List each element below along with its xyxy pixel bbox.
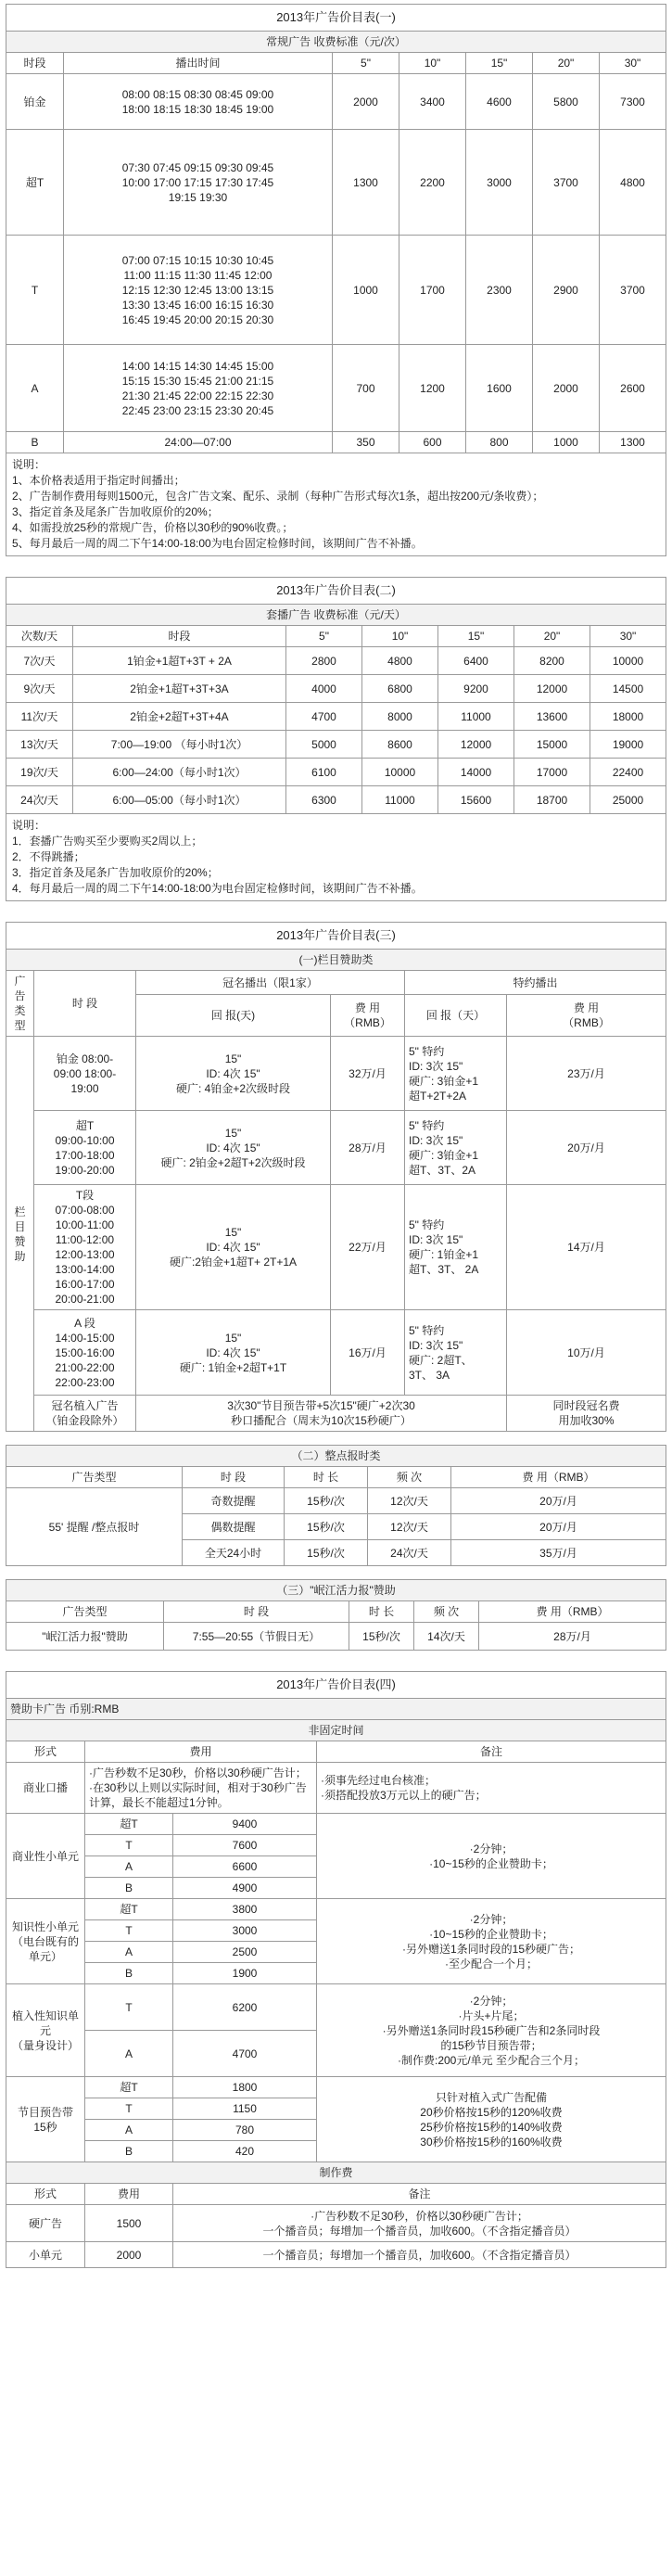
rate-table-3 bbox=[6, 922, 666, 1432]
price-cell: 5000 bbox=[286, 731, 362, 759]
fee-cell: 6200 bbox=[173, 1984, 317, 2031]
price-cell: 1300 bbox=[600, 432, 666, 453]
fee-cell: 7600 bbox=[173, 1835, 317, 1856]
price-cell: 9200 bbox=[438, 675, 514, 703]
frequency-cell: 24次/天 bbox=[368, 1540, 451, 1566]
price-cell: 17000 bbox=[514, 759, 590, 786]
form-cell: 商业性小单元 bbox=[6, 1814, 85, 1899]
slot-cell: 超T bbox=[85, 2077, 173, 2098]
table-row bbox=[6, 1899, 666, 1920]
price-cell: 1200 bbox=[399, 345, 466, 432]
price-cell: 1000 bbox=[333, 236, 399, 345]
named-cell: 15" ID: 4次 15" 硬广:2铂金+1超T+ 2T+1A bbox=[136, 1185, 331, 1310]
table-row bbox=[6, 1310, 666, 1396]
slot-cell: A bbox=[6, 345, 64, 432]
column-header: 广告类型 bbox=[6, 1467, 183, 1488]
table-row bbox=[6, 432, 666, 453]
price-cell: 6100 bbox=[286, 759, 362, 786]
named-sponsor-header: 冠名播出（限1家） bbox=[136, 971, 405, 995]
fee-cell: 4900 bbox=[173, 1878, 317, 1899]
slot-cell: 6:00—24:00（每小时1次） bbox=[73, 759, 286, 786]
slot-cell: 2铂金+1超T+3T+3A bbox=[73, 675, 286, 703]
slot-cell: B bbox=[85, 1878, 173, 1899]
fee-cell: 3000 bbox=[173, 1920, 317, 1942]
note-line: 2、广告制作费用每则1500元，包含广告文案、配乐、录制（每种广告形式每次1条，超出按200元/条收费）； bbox=[12, 490, 544, 503]
notes-block bbox=[6, 814, 666, 901]
table-title: 2013年广告价目表(一) bbox=[6, 5, 666, 32]
table-row bbox=[6, 1185, 666, 1310]
count-cell: 13次/天 bbox=[6, 731, 73, 759]
slot-cell: 超T bbox=[85, 1814, 173, 1835]
table-row bbox=[6, 2205, 666, 2242]
column-header: 频 次 bbox=[368, 1467, 451, 1488]
section-title: (一)栏目赞助类 bbox=[6, 950, 666, 971]
price-cell: 3400 bbox=[399, 74, 466, 130]
price-cell: 18700 bbox=[514, 786, 590, 814]
slot-cell: A bbox=[85, 2120, 173, 2141]
sponsorship-table bbox=[6, 1579, 666, 1651]
column-header: 费用 bbox=[85, 2184, 173, 2205]
table-row bbox=[6, 786, 666, 814]
fee-cell: 20万/月 bbox=[451, 1488, 666, 1514]
price-cell: 700 bbox=[333, 345, 399, 432]
table-title: 2013年广告价目表(四) bbox=[6, 1672, 666, 1699]
slot-cell: A bbox=[85, 2031, 173, 2077]
count-cell: 9次/天 bbox=[6, 675, 73, 703]
price-cell: 1300 bbox=[333, 130, 399, 236]
slot-cell: 全天24小时 bbox=[183, 1540, 285, 1566]
fee-cell: 10万/月 bbox=[507, 1310, 666, 1396]
length-cell: 15秒/次 bbox=[285, 1540, 368, 1566]
table-row bbox=[6, 1623, 666, 1651]
column-header: 时段 bbox=[73, 626, 286, 647]
count-cell: 19次/天 bbox=[6, 759, 73, 786]
count-cell: 24次/天 bbox=[6, 786, 73, 814]
slot-cell: 铂金 08:00- 09:00 18:00- 19:00 bbox=[34, 1037, 136, 1111]
fee-cell: 16万/月 bbox=[331, 1310, 405, 1396]
column-header: 20" bbox=[514, 626, 590, 647]
fee-cell: 同时段冠名费 用加收30% bbox=[507, 1396, 666, 1432]
note-line: 1、本价格表适用于指定时间播出； bbox=[12, 474, 185, 487]
price-cell: 12000 bbox=[514, 675, 590, 703]
slot-cell: 奇数提醒 bbox=[183, 1488, 285, 1514]
count-cell: 7次/天 bbox=[6, 647, 73, 675]
price-cell: 7300 bbox=[600, 74, 666, 130]
table-row bbox=[6, 1984, 666, 2031]
table-row bbox=[6, 731, 666, 759]
fee-cell: 2500 bbox=[173, 1942, 317, 1963]
column-header: 时 长 bbox=[285, 1467, 368, 1488]
price-cell: 4800 bbox=[362, 647, 438, 675]
times-cell: 14:00 14:15 14:30 14:45 15:00 15:15 15:30 15:45 21:00 21:15 21:30 21:45 22:00 22:15 22:30 22:45 23:00 23:15 23:30 20:45 bbox=[64, 345, 333, 432]
type-cell: "岷江活力报"赞助 bbox=[6, 1623, 164, 1651]
slot-cell: A bbox=[85, 1856, 173, 1878]
fee-cell: 4700 bbox=[173, 2031, 317, 2077]
price-cell: 19000 bbox=[590, 731, 666, 759]
price-cell: 4600 bbox=[466, 74, 533, 130]
note-line: 说明： bbox=[12, 458, 46, 471]
length-cell: 15秒/次 bbox=[349, 1623, 414, 1651]
table-row bbox=[6, 647, 666, 675]
column-header: 广告类型 bbox=[6, 1601, 164, 1623]
fee-cell: 3800 bbox=[173, 1899, 317, 1920]
fee-cell: ·广告秒数不足30秒，价格以30秒硬广告计； ·在30秒以上则以实际时间，相对于30秒广告计算，最长不能超过1分钟。 bbox=[85, 1763, 317, 1814]
frequency-cell: 12次/天 bbox=[368, 1488, 451, 1514]
column-header: 费 用（RMB） bbox=[479, 1601, 666, 1623]
special-cell: 5" 特约 ID: 3次 15" 硬广: 3铂金+1 超T+2T+2A bbox=[405, 1037, 507, 1111]
table-row bbox=[6, 1037, 666, 1111]
price-cell: 1000 bbox=[533, 432, 600, 453]
column-header: 10" bbox=[362, 626, 438, 647]
column-header: 费 用（RMB） bbox=[451, 1467, 666, 1488]
fee-cell: 28万/月 bbox=[479, 1623, 666, 1651]
airing-header: 回 报(天) bbox=[136, 995, 331, 1037]
note-cell: ·须事先经过电台核准； ·须搭配投放3万元以上的硬广告； bbox=[317, 1763, 666, 1814]
table-subtitle: 套播广告 收费标准（元/天） bbox=[6, 605, 666, 626]
fee-cell: 1800 bbox=[173, 2077, 317, 2098]
rate-table-4 bbox=[6, 1671, 666, 2268]
slot-cell: 超T bbox=[85, 1899, 173, 1920]
slot-cell: 偶数提醒 bbox=[183, 1514, 285, 1540]
note-line: 3．指定首条及尾条广告加收原价的20%； bbox=[12, 866, 219, 879]
note-line: 4、如需投放25秒的常规广告，价格以30秒的90%收费。； bbox=[12, 521, 294, 534]
table-row bbox=[6, 1763, 666, 1814]
price-cell: 2300 bbox=[466, 236, 533, 345]
note-line: 1．套播广告购买至少要购买2周以上； bbox=[12, 835, 203, 848]
fee-cell: 9400 bbox=[173, 1814, 317, 1835]
column-header: 备注 bbox=[173, 2184, 666, 2205]
fee-cell: 22万/月 bbox=[331, 1185, 405, 1310]
table-row bbox=[6, 703, 666, 731]
note-cell: 一个播音员；每增加一个播音员，加收600。（不含指定播音员） bbox=[173, 2242, 666, 2268]
price-cell: 3000 bbox=[466, 130, 533, 236]
price-cell: 1600 bbox=[466, 345, 533, 432]
column-header: 20" bbox=[533, 53, 600, 74]
note-cell: ·2分钟； ·10~15秒的企业赞助卡； bbox=[317, 1814, 666, 1899]
price-cell: 8000 bbox=[362, 703, 438, 731]
price-cell: 11000 bbox=[438, 703, 514, 731]
table-row bbox=[6, 130, 666, 236]
form-cell: 硬广告 bbox=[6, 2205, 85, 2242]
slot-cell: T bbox=[85, 2098, 173, 2120]
section-title: 制作费 bbox=[6, 2162, 666, 2184]
column-header: 5" bbox=[333, 53, 399, 74]
fee-cell: 28万/月 bbox=[331, 1111, 405, 1185]
form-cell: 商业口播 bbox=[6, 1763, 85, 1814]
slot-cell: T段 07:00-08:00 10:00-11:00 11:00-12:00 12:00-13:00 13:00-14:00 16:00-17:00 20:00-21:00 bbox=[34, 1185, 136, 1310]
slot-cell: 冠名植入广告 （铂金段除外） bbox=[34, 1396, 136, 1432]
slot-cell: A 段 14:00-15:00 15:00-16:00 21:00-22:00 22:00-23:00 bbox=[34, 1310, 136, 1396]
price-cell: 22400 bbox=[590, 759, 666, 786]
note-line: 4．每月最后一周的周二下午14:00-18:00为电台固定检修时间，该期间广告不补播。 bbox=[12, 882, 423, 895]
fee-cell: 32万/月 bbox=[331, 1037, 405, 1111]
slot-cell: B bbox=[85, 2141, 173, 2162]
frequency-cell: 12次/天 bbox=[368, 1514, 451, 1540]
price-cell: 11000 bbox=[362, 786, 438, 814]
category-cell: 栏 目 赞 助 bbox=[6, 1037, 34, 1432]
table-row bbox=[6, 1814, 666, 1835]
table-title: 2013年广告价目表(三) bbox=[6, 923, 666, 950]
table-row bbox=[6, 2242, 666, 2268]
slot-cell: 超T 09:00-10:00 17:00-18:00 19:00-20:00 bbox=[34, 1111, 136, 1185]
column-header: 时 段 bbox=[183, 1467, 285, 1488]
times-cell: 24:00—07:00 bbox=[64, 432, 333, 453]
fee-header: 费 用 （RMB） bbox=[507, 995, 666, 1037]
slot-cell: T bbox=[85, 1835, 173, 1856]
column-header: 15" bbox=[466, 53, 533, 74]
column-header: 频 次 bbox=[414, 1601, 479, 1623]
price-cell: 14000 bbox=[438, 759, 514, 786]
length-cell: 15秒/次 bbox=[285, 1488, 368, 1514]
named-cell: 15" ID: 4次 15" 硬广: 2铂金+2超T+2次级时段 bbox=[136, 1111, 331, 1185]
table-row bbox=[6, 759, 666, 786]
fee-cell: 1150 bbox=[173, 2098, 317, 2120]
rate-table-1 bbox=[6, 4, 666, 453]
price-cell: 6400 bbox=[438, 647, 514, 675]
slot-cell: 2铂金+2超T+3T+4A bbox=[73, 703, 286, 731]
column-header: 30" bbox=[590, 626, 666, 647]
column-header: 30" bbox=[600, 53, 666, 74]
form-cell: 知识性小单元 （电台既有的 单元） bbox=[6, 1899, 85, 1984]
note-line: 3、指定首条及尾条广告加收原价的20%； bbox=[12, 505, 219, 518]
price-cell: 800 bbox=[466, 432, 533, 453]
slot-cell: B bbox=[85, 1963, 173, 1984]
column-header: 次数/天 bbox=[6, 626, 73, 647]
fee-cell: 35万/月 bbox=[451, 1540, 666, 1566]
price-cell: 25000 bbox=[590, 786, 666, 814]
fee-cell: 1500 bbox=[85, 2205, 173, 2242]
form-cell: 小单元 bbox=[6, 2242, 85, 2268]
named-cell: 15" ID: 4次 15" 硬广: 1铂金+2超T+1T bbox=[136, 1310, 331, 1396]
special-cell: 5" 特约 ID: 3次 15" 硬广: 1铂金+1 超T、3T、 2A bbox=[405, 1185, 507, 1310]
price-cell: 2000 bbox=[333, 74, 399, 130]
price-cell: 8200 bbox=[514, 647, 590, 675]
table-row bbox=[6, 345, 666, 432]
note-cell: 只针对植入式广告配備 20秒价格按15秒的120%收费 25秒价格按15秒的140%收费 30秒价格按15秒的160%收费 bbox=[317, 2077, 666, 2162]
slot-cell: 7:00—19:00 （每小时1次） bbox=[73, 731, 286, 759]
slot-cell: 7:55—20:55（节假日无） bbox=[164, 1623, 349, 1651]
price-cell: 4700 bbox=[286, 703, 362, 731]
table-row bbox=[6, 1488, 666, 1514]
ad-type-header: 广 告 类 型 bbox=[6, 971, 34, 1037]
slot-cell: 超T bbox=[6, 130, 64, 236]
table-subtitle: 常规广告 收费标准（元/次） bbox=[6, 32, 666, 53]
price-cell: 10000 bbox=[362, 759, 438, 786]
price-cell: 2000 bbox=[533, 345, 600, 432]
fee-cell: 20万/月 bbox=[451, 1514, 666, 1540]
fee-cell: 20万/月 bbox=[507, 1111, 666, 1185]
form-cell: 植入性知识单 元 （量身设计） bbox=[6, 1984, 85, 2077]
price-cell: 15000 bbox=[514, 731, 590, 759]
fee-cell: 1900 bbox=[173, 1963, 317, 1984]
column-header: 5" bbox=[286, 626, 362, 647]
hourly-chime-table bbox=[6, 1445, 666, 1566]
slot-cell: 铂金 bbox=[6, 74, 64, 130]
fee-cell: 420 bbox=[173, 2141, 317, 2162]
column-header: 费用 bbox=[85, 1741, 317, 1763]
price-cell: 3700 bbox=[533, 130, 600, 236]
price-cell: 2200 bbox=[399, 130, 466, 236]
price-cell: 8600 bbox=[362, 731, 438, 759]
table-title: 2013年广告价目表(二) bbox=[6, 578, 666, 605]
price-cell: 3700 bbox=[600, 236, 666, 345]
airing-header: 回 报（天） bbox=[405, 995, 507, 1037]
slot-cell: 6:00—05:00（每小时1次） bbox=[73, 786, 286, 814]
length-cell: 15秒/次 bbox=[285, 1514, 368, 1540]
times-cell: 07:00 07:15 10:15 10:30 10:45 11:00 11:15 11:30 11:45 12:00 12:15 12:30 12:45 13:00 13:15 13:30 13:45 16:00 16:15 16:30 16:45 19:45 20:00 20:15 20:30 bbox=[64, 236, 333, 345]
price-cell: 6800 bbox=[362, 675, 438, 703]
slot-cell: T bbox=[85, 1984, 173, 2031]
special-cell: 5" 特约 ID: 3次 15" 硬广: 3铂金+1 超T、3T、2A bbox=[405, 1111, 507, 1185]
note-line: 5、每月最后一周的周二下午14:00-18:00为电台固定检修时间，该期间广告不补播。 bbox=[12, 537, 423, 550]
column-header: 时 长 bbox=[349, 1601, 414, 1623]
section-title: （二）整点报时类 bbox=[6, 1446, 666, 1467]
note-line: 说明： bbox=[12, 819, 46, 832]
frequency-cell: 14次/天 bbox=[414, 1623, 479, 1651]
slot-cell: T bbox=[85, 1920, 173, 1942]
column-header: 形式 bbox=[6, 1741, 85, 1763]
column-header: 备注 bbox=[317, 1741, 666, 1763]
fee-cell: 780 bbox=[173, 2120, 317, 2141]
column-header: 播出时间 bbox=[64, 53, 333, 74]
price-cell: 2900 bbox=[533, 236, 600, 345]
price-cell: 18000 bbox=[590, 703, 666, 731]
named-cell: 15" ID: 4次 15" 硬广: 4铂金+2次级时段 bbox=[136, 1037, 331, 1111]
price-cell: 2800 bbox=[286, 647, 362, 675]
note-cell: ·2分钟； ·10~15秒的企业赞助卡； ·另外赠送1条同时段的15秒硬广告； ·至少配合一个月； bbox=[317, 1899, 666, 1984]
column-header: 时段 bbox=[6, 53, 64, 74]
price-cell: 4800 bbox=[600, 130, 666, 236]
table-row bbox=[6, 74, 666, 130]
table-row bbox=[6, 1111, 666, 1185]
special-cell: 5" 特约 ID: 3次 15" 硬广: 2超T、 3T、 3A bbox=[405, 1310, 507, 1396]
type-cell: 55' 提醒 /整点报时 bbox=[6, 1488, 183, 1566]
price-cell: 2600 bbox=[600, 345, 666, 432]
slot-cell: T bbox=[6, 236, 64, 345]
price-cell: 12000 bbox=[438, 731, 514, 759]
table-subtitle: 赞助卡广告 币别:RMB bbox=[6, 1699, 666, 1720]
price-cell: 14500 bbox=[590, 675, 666, 703]
price-cell: 350 bbox=[333, 432, 399, 453]
fee-cell: 2000 bbox=[85, 2242, 173, 2268]
slot-cell: A bbox=[85, 1942, 173, 1963]
table-row bbox=[6, 236, 666, 345]
note-cell: ·2分钟； ·片头+片尾； ·另外赠送1条同时段15秒硬广告和2条同时段 的15秒节目预告带； ·制作费:200元/单元 至少配合三个月； bbox=[317, 1984, 666, 2077]
table-row bbox=[6, 1396, 666, 1432]
times-cell: 07:30 07:45 09:15 09:30 09:45 10:00 17:00 17:15 17:30 17:45 19:15 19:30 bbox=[64, 130, 333, 236]
column-header: 10" bbox=[399, 53, 466, 74]
table-row bbox=[6, 675, 666, 703]
section-title: （三）"岷江活力报"赞助 bbox=[6, 1580, 666, 1601]
times-cell: 08:00 08:15 08:30 08:45 09:00 18:00 18:15 18:30 18:45 19:00 bbox=[64, 74, 333, 130]
price-cell: 600 bbox=[399, 432, 466, 453]
notes-block bbox=[6, 453, 666, 556]
slot-cell: B bbox=[6, 432, 64, 453]
column-header: 形式 bbox=[6, 2184, 85, 2205]
fee-header: 费 用 （RMB） bbox=[331, 995, 405, 1037]
slot-cell: 1铂金+1超T+3T + 2A bbox=[73, 647, 286, 675]
note-line: 2．不得跳播； bbox=[12, 850, 85, 863]
slot-header: 时 段 bbox=[34, 971, 136, 1037]
price-cell: 15600 bbox=[438, 786, 514, 814]
special-sponsor-header: 特约播出 bbox=[405, 971, 666, 995]
table-row bbox=[6, 2077, 666, 2098]
note-cell: ·广告秒数不足30秒，价格以30秒硬广告计； 一个播音员；每增加一个播音员，加收600。（不含指定播音员） bbox=[173, 2205, 666, 2242]
section-title: 非固定时间 bbox=[6, 1720, 666, 1741]
named-cell: 3次30"节目预告带+5次15"硬广+2次30 秒口播配合（周末为10次15秒硬广） bbox=[136, 1396, 507, 1432]
price-cell: 6300 bbox=[286, 786, 362, 814]
form-cell: 节目预告带 15秒 bbox=[6, 2077, 85, 2162]
count-cell: 11次/天 bbox=[6, 703, 73, 731]
price-cell: 1700 bbox=[399, 236, 466, 345]
column-header: 15" bbox=[438, 626, 514, 647]
price-cell: 10000 bbox=[590, 647, 666, 675]
column-header: 时 段 bbox=[164, 1601, 349, 1623]
price-cell: 5800 bbox=[533, 74, 600, 130]
price-cell: 4000 bbox=[286, 675, 362, 703]
fee-cell: 14万/月 bbox=[507, 1185, 666, 1310]
rate-table-2 bbox=[6, 577, 666, 814]
price-cell: 13600 bbox=[514, 703, 590, 731]
fee-cell: 23万/月 bbox=[507, 1037, 666, 1111]
fee-cell: 6600 bbox=[173, 1856, 317, 1878]
